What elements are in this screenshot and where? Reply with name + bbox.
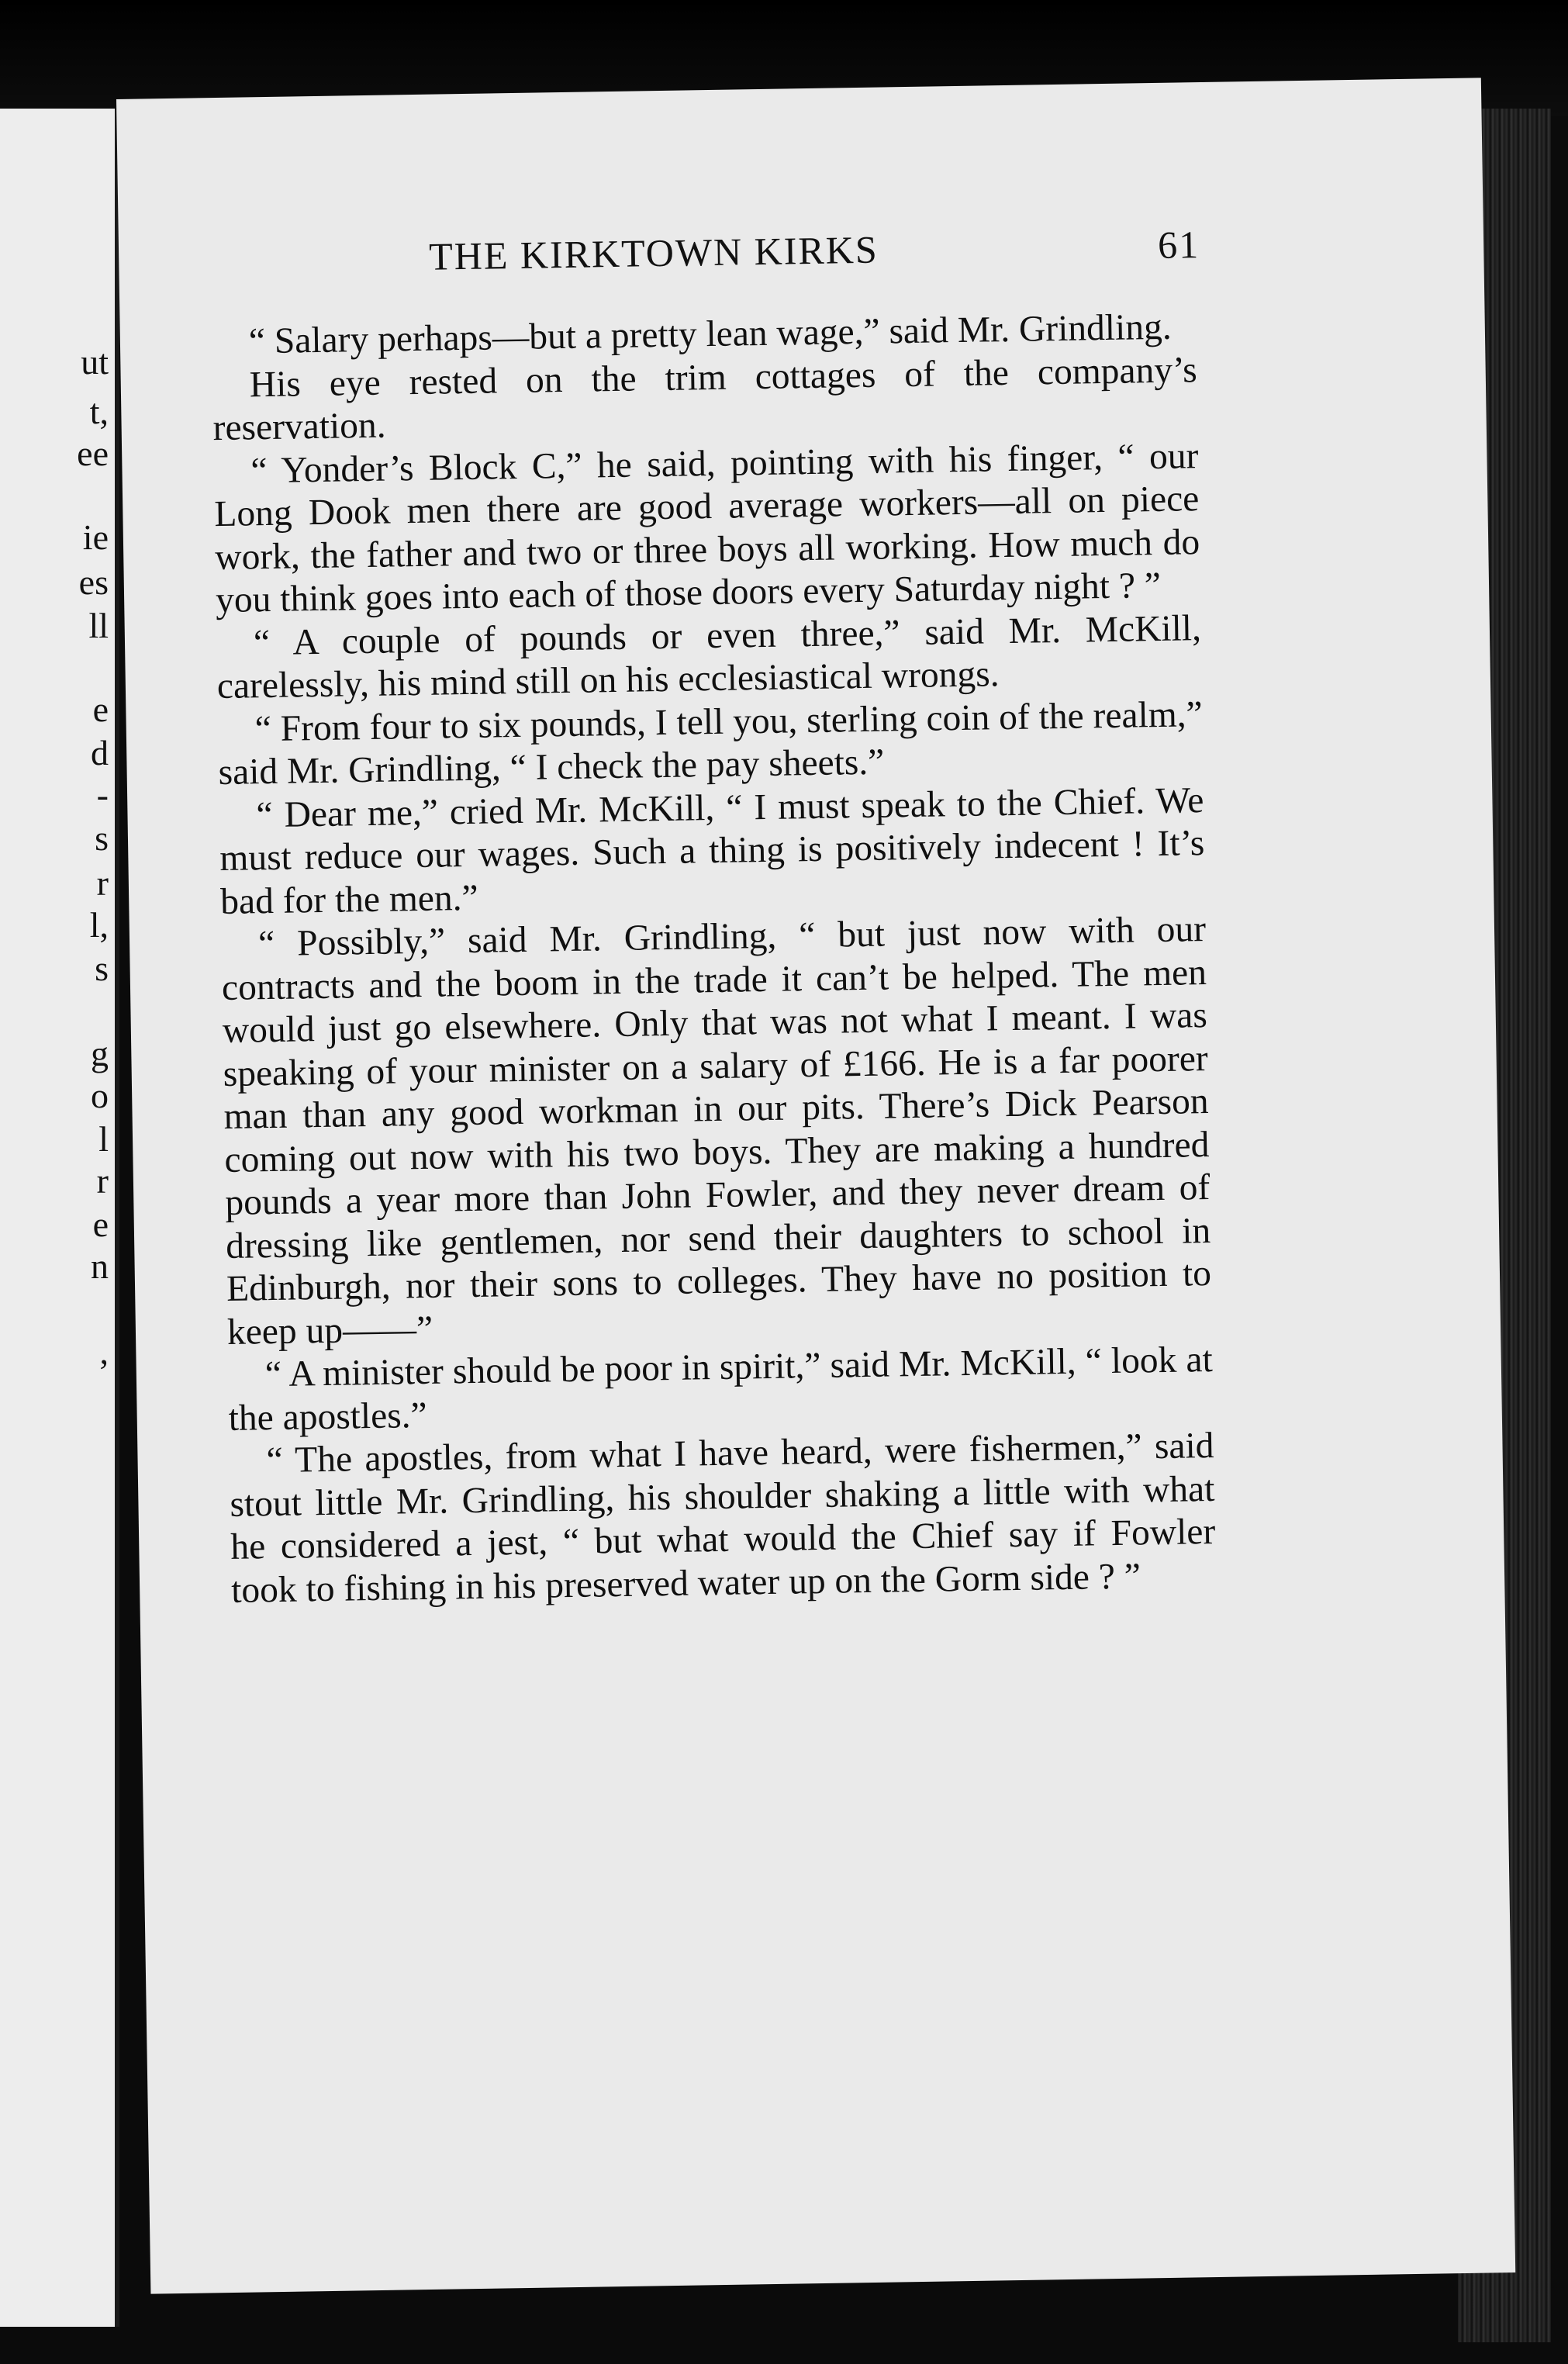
facing-page-text: t, — [89, 392, 109, 431]
facing-page-text: r — [96, 1161, 109, 1201]
body-text — [212, 306, 1217, 1612]
paragraph: “ A minister should be poor in spirit,” said Mr. McKill, “ look at the apostles.” — [228, 1339, 1214, 1439]
paragraph: “ Salary perhaps—but a pretty lean wage,” said Mr. Grindling. — [248, 306, 1172, 362]
facing-page-text: ee — [77, 434, 109, 473]
facing-page-text: , — [99, 1332, 109, 1371]
paragraph: “ The apostles, from what I have heard, were fishermen,” said stout little Mr. Grindling, his shoulder shaking a little with what he considered a jest, “ but what would the Chief say if Fowler took to fishing in his preserved water up on the Gorm side ? ” — [230, 1425, 1216, 1611]
facing-page-text: o — [91, 1076, 109, 1115]
paragraph: “ A couple of pounds or even three,” said Mr. McKill, carelessly, his mind still on his ecclesiastical wrongs. — [216, 607, 1202, 707]
facing-page-text: l — [98, 1119, 109, 1159]
facing-page-text: n — [91, 1246, 109, 1286]
paragraph: “ Possibly,” said Mr. Grindling, “ but just now with our contracts and the boom in the trade it can’t be helped. The men would just go elsewhere. Only that was not what I meant. I was speaking of your minister on a salary of £166. He is a far poorer man than any good workman in our pits. There’s Dick Pearson coming out now with his two boys. They are making a hundred pounds a year more than John Fowler, and they never dream of dressing like gentlemen, nor send their daughters to school in Edinburgh, nor their sons to colleges. They have no position to keep up——” — [221, 909, 1212, 1353]
facing-page-text: - — [96, 775, 109, 814]
facing-page-text: s — [95, 949, 109, 988]
facing-page-text: ie — [82, 517, 109, 557]
paragraph: His eye rested on the trim cottages of the company’s reservation. — [212, 349, 1198, 449]
page-number: 61 — [1157, 223, 1200, 267]
running-title: THE KIRKTOWN KIRKS — [428, 227, 879, 278]
running-header — [428, 220, 1282, 278]
facing-page-text: s — [95, 818, 109, 858]
book-page — [116, 78, 1515, 2293]
facing-page-text: g — [91, 1034, 109, 1073]
facing-page-text: e — [92, 1204, 109, 1244]
facing-page-text: es — [78, 562, 109, 602]
paragraph: “ From four to six pounds, I tell you, sterling coin of the realm,” said Mr. Grindling, “ I check the pay sheets.” — [218, 693, 1204, 793]
facing-page-text: r — [96, 863, 109, 903]
facing-page-text: ll — [88, 606, 109, 645]
paragraph: “ Dear me,” cried Mr. McKill, “ I must speak to the Chief. We must reduce our wages. Such a thing is positively indecent ! It’s bad for the men.” — [219, 779, 1205, 922]
facing-page-text: e — [92, 690, 109, 729]
facing-page-text: ut — [81, 342, 109, 382]
paragraph: “ Yonder’s Block C,” he said, pointing with his finger, “ our Long Dook men there are good average workers—all on piece work, the father and two or three boys all working. How much do you think goes into each of those doors every Saturday night ? ” — [214, 435, 1200, 621]
facing-page-text: l, — [89, 905, 109, 945]
facing-page-fragment — [0, 109, 119, 2327]
facing-page-text: d — [91, 733, 109, 772]
